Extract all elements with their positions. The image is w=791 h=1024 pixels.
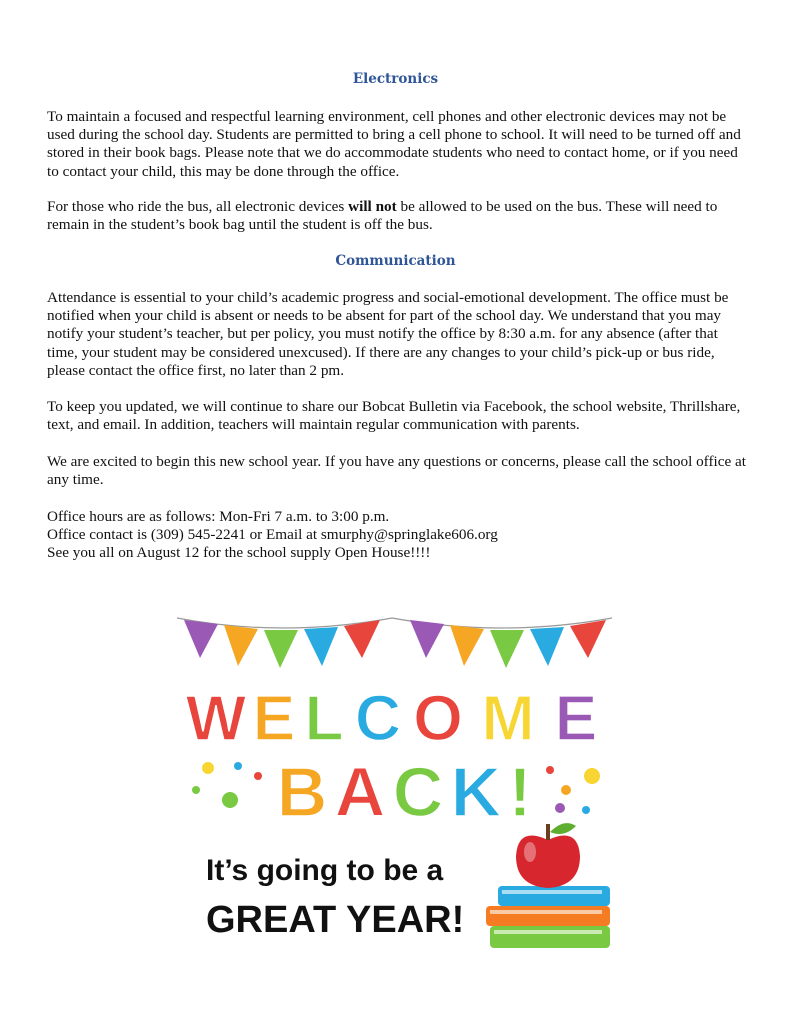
back-letter-1: B <box>276 753 328 831</box>
electronics-p2-text-start: For those who ride the bus, all electronic devices <box>47 198 349 215</box>
welcome-letter-5: O <box>413 682 463 754</box>
welcome-letter-1: W <box>185 682 247 754</box>
welcome-letter-2: E <box>252 682 296 754</box>
electronics-p2-text-end: be allowed to be used on the bus. These will need to remain in the student’s book bag until the student is off the bus. <box>47 198 718 234</box>
back-word <box>277 753 532 831</box>
electronics-paragraph-2 <box>47 198 747 234</box>
communication-paragraph-1: Attendance is essential to your child’s academic progress and social-emotional development. The office must be notified when your child is absent or needs to be absent for part of the school day. We understand that you may notify your student’s teacher, but per policy, you must notify the office by 8:30 a.m. for any absence (after that time, your student may be considered unexcused). If there are any changes to your child’s pick-up or bus ride, please contact the office first, no later than 2 pm. <box>47 289 729 379</box>
welcome-letter-4: C <box>354 682 402 754</box>
apple-icon <box>516 823 580 888</box>
communication-paragraph-2: To keep you updated, we will continue to share our Bobcat Bulletin via Facebook, the school website, Thrillshare, text, and email. In addition, teachers will maintain regular communication with parents. <box>47 398 741 434</box>
electronics-heading: Electronics <box>352 71 439 87</box>
book-stack-icon <box>486 886 610 948</box>
welcome-back-graphic <box>172 604 618 960</box>
welcome-letter-6: M <box>481 682 535 754</box>
welcome-word <box>186 682 598 754</box>
tagline-line-2: GREAT YEAR! <box>206 899 465 941</box>
back-letter-2: A <box>334 753 386 831</box>
electronics-paragraph-1: To maintain a focused and respectful learning environment, cell phones and other electronic devices may not be used during the school day. Students are permitted to bring a cell phone to school. It will need to be turned off and stored in their book bags. Please note that we do accommodate students who need to contact home, or if you need to contact your child, this may be done through the office. <box>47 108 741 180</box>
communication-heading: Communication <box>335 253 456 269</box>
back-letter-4: K <box>450 753 502 831</box>
welcome-letter-7: E <box>554 682 598 754</box>
office-info <box>47 508 747 563</box>
welcome-letter-3: L <box>304 682 344 754</box>
office-hours: Office hours are as follows: Mon-Fri 7 a.m. to 3:00 p.m. <box>47 508 390 525</box>
back-letter-3: C <box>392 753 444 831</box>
open-house-note: See you all on August 12 for the school supply Open House!!!! <box>47 544 431 562</box>
tagline-line-1: It’s going to be a <box>206 854 444 887</box>
back-letter-5: ! <box>508 753 532 831</box>
welcome-back-illustration <box>172 604 618 960</box>
great-year-tagline <box>206 854 464 941</box>
office-contact: Office contact is (309) 545-2241 or Email at smurphy@springlake606.org <box>47 526 498 544</box>
communication-paragraph-3: We are excited to begin this new school year. If you have any questions or concerns, please call the school office at any time. <box>47 453 746 489</box>
electronics-p2-emphasis: will not <box>348 198 397 215</box>
